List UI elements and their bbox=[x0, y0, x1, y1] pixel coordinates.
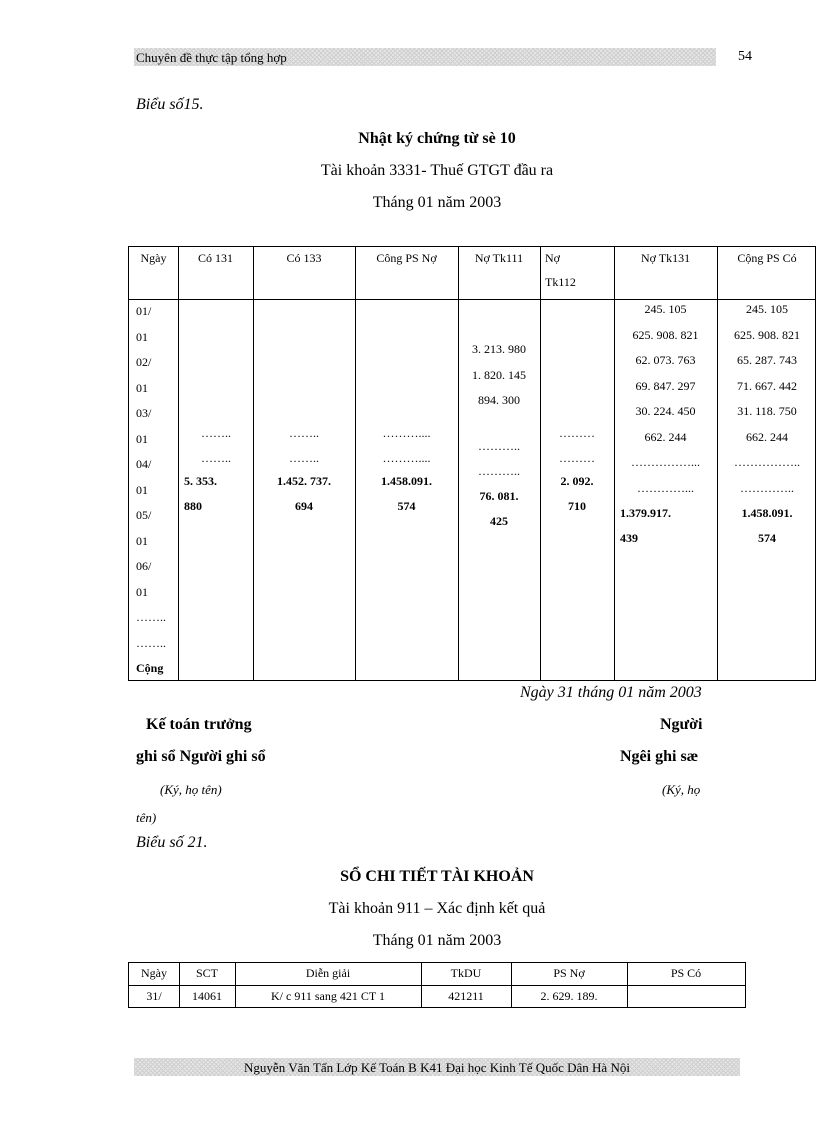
header-ngay: Ngày bbox=[140, 251, 167, 265]
t2-header-psno: PS Nợ bbox=[553, 966, 585, 980]
date-cell: 04/ bbox=[136, 457, 152, 471]
congpsco-value: 662. 244 bbox=[746, 429, 788, 444]
notk131-column bbox=[614, 297, 717, 501]
notk131-total: 439 bbox=[620, 531, 638, 545]
notk131-dots: ……………... bbox=[631, 455, 700, 469]
page-number: 54 bbox=[738, 49, 752, 64]
date-cell: 01 bbox=[136, 482, 148, 497]
congpsco-total: 1.458.091. bbox=[741, 506, 793, 520]
date-cell: 01 bbox=[136, 431, 148, 446]
notk111-value: 1. 820. 145 bbox=[472, 368, 526, 382]
notk112-total: 710 bbox=[568, 499, 586, 513]
signature-date: Ngày 31 tháng 01 năm 2003 bbox=[520, 684, 702, 701]
t2-header-tkdu: TkDU bbox=[450, 966, 482, 980]
notk111-total: 425 bbox=[490, 514, 508, 528]
sign-note: (Ký, họ tên) bbox=[160, 782, 222, 797]
notk111-dots: ……….. bbox=[478, 439, 520, 453]
section2-title: SỔ CHI TIẾT TÀI KHOẢN bbox=[340, 868, 534, 885]
congpsco-column bbox=[717, 297, 816, 501]
date-cell: 02/ bbox=[136, 355, 152, 369]
notk131-value: 662. 244 bbox=[644, 429, 687, 444]
notk131-dots: …………... bbox=[637, 480, 694, 495]
congpsno-dots: ……….... bbox=[382, 426, 431, 440]
date-cell: 03/ bbox=[136, 406, 152, 420]
journal-table bbox=[128, 246, 816, 681]
section1-period: Tháng 01 năm 2003 bbox=[372, 194, 502, 211]
header-title: Chuyên đề thực tập tổng hợp bbox=[136, 50, 287, 65]
date-cell: …….. bbox=[136, 610, 166, 624]
recorder-label: ghi sổ Người ghi sổ bbox=[136, 748, 266, 765]
section1-label: Biểu số15. bbox=[136, 96, 204, 113]
co131-dots: …….. bbox=[201, 451, 231, 465]
t2-header-diengiai: Diễn giải bbox=[305, 966, 351, 980]
t2-cell-psno: 2. 629. 189. bbox=[540, 989, 598, 1003]
section1-subtitle: Tài khoản 3331- Thuế GTGT đầu ra bbox=[320, 162, 554, 179]
congpsno-total: 1.458.091. bbox=[381, 474, 432, 488]
header-tk112: Tk112 bbox=[545, 275, 576, 289]
t2-header-sct: SCT bbox=[195, 966, 218, 980]
notk112-total: 2. 092. bbox=[560, 474, 594, 488]
congpsco-value: 65. 287. 743 bbox=[737, 353, 797, 367]
notk111-dots: ……….. bbox=[478, 464, 520, 478]
co133-total: 694 bbox=[295, 499, 313, 513]
co131-total: 5. 353. bbox=[184, 474, 217, 488]
header-co133: Có 133 bbox=[286, 251, 322, 265]
date-cell: 01 bbox=[136, 329, 148, 344]
header-notk111: Nợ Tk111 bbox=[474, 251, 524, 265]
section1-title: Nhật ký chứng từ sè 10 bbox=[358, 130, 516, 147]
section2-label: Biểu số 21. bbox=[136, 834, 208, 851]
congpsco-value: 71. 667. 442 bbox=[737, 378, 797, 393]
header-co131: Có 131 bbox=[197, 251, 233, 265]
congpsco-dots: ………….. bbox=[740, 480, 794, 495]
t2-header-ngay: Ngày bbox=[141, 966, 167, 980]
footer-text: Nguyễn Văn Tấn Lớp Kế Toán B K41 Đại học Kinh Tế Quốc Dân Hà Nội bbox=[244, 1060, 630, 1075]
co133-total: 1.452. 737. bbox=[277, 474, 331, 488]
t2-header-psco: PS Có bbox=[670, 966, 702, 980]
co131-dots: …….. bbox=[201, 426, 231, 440]
account-detail-table bbox=[128, 962, 746, 1008]
notk131-total: 1.379.917. bbox=[620, 506, 671, 520]
right-signer-role: Ngêi ghi sæ bbox=[620, 748, 699, 765]
date-cell: 01/ bbox=[136, 304, 152, 318]
notk131-value: 69. 847. 297 bbox=[635, 378, 696, 393]
co131-total: 880 bbox=[184, 499, 202, 513]
date-cell: …….. bbox=[136, 635, 166, 650]
header-no: Nợ bbox=[545, 251, 561, 265]
notk131-value: 245. 105 bbox=[644, 302, 687, 316]
congpsco-value: 625. 908. 821 bbox=[734, 327, 800, 342]
notk131-value: 30. 224. 450 bbox=[635, 404, 696, 418]
co133-dots: …….. bbox=[289, 426, 319, 440]
congpsco-value: 31. 118. 750 bbox=[737, 404, 797, 418]
congpsco-dots: …………….. bbox=[734, 455, 800, 469]
congpsco-value: 245. 105 bbox=[746, 302, 788, 316]
date-cell: 01 bbox=[136, 380, 148, 395]
notk131-value: 625. 908. 821 bbox=[632, 327, 699, 342]
date-cell: 06/ bbox=[136, 559, 152, 573]
sign-note-continued: tên) bbox=[136, 810, 157, 825]
t2-cell-diengiai: K/ c 911 sang 421 CT 1 bbox=[271, 989, 385, 1003]
congpsno-dots: ……….... bbox=[382, 451, 431, 465]
notk112-dots: ……… bbox=[559, 451, 595, 465]
notk111-value: 894. 300 bbox=[478, 393, 520, 407]
date-cell: 01 bbox=[136, 533, 148, 548]
t2-cell-tkdu: 421211 bbox=[448, 989, 484, 1003]
right-sign-note: (Ký, họ bbox=[662, 782, 701, 797]
section2-subtitle: Tài khoản 911 – Xác định kết quả bbox=[328, 900, 546, 917]
date-column bbox=[136, 299, 166, 682]
header-notk131: Nợ Tk131 bbox=[640, 251, 691, 265]
notk111-value: 3. 213. 980 bbox=[472, 342, 526, 356]
header-congpsco: Cộng PS Có bbox=[737, 251, 797, 265]
notk112-dots: ……… bbox=[559, 426, 595, 440]
t2-cell-sct: 14061 bbox=[192, 989, 222, 1003]
date-cell: 05/ bbox=[136, 508, 152, 522]
congpsco-total: 574 bbox=[758, 531, 776, 545]
notk111-total: 76. 081. bbox=[479, 489, 519, 503]
co133-dots: …….. bbox=[289, 451, 319, 465]
right-signer-label: Người bbox=[660, 716, 703, 733]
total-label: Cộng bbox=[136, 661, 164, 675]
notk131-value: 62. 073. 763 bbox=[635, 353, 696, 367]
congpsno-total: 574 bbox=[397, 499, 416, 513]
date-cell: 01 bbox=[136, 584, 148, 599]
header-congpsno: Công PS Nợ bbox=[376, 251, 437, 265]
t2-cell-ngay: 31/ bbox=[146, 989, 162, 1003]
chief-accountant-label: Kế toán trưởng bbox=[146, 716, 252, 733]
section2-period: Tháng 01 năm 2003 bbox=[372, 932, 502, 949]
